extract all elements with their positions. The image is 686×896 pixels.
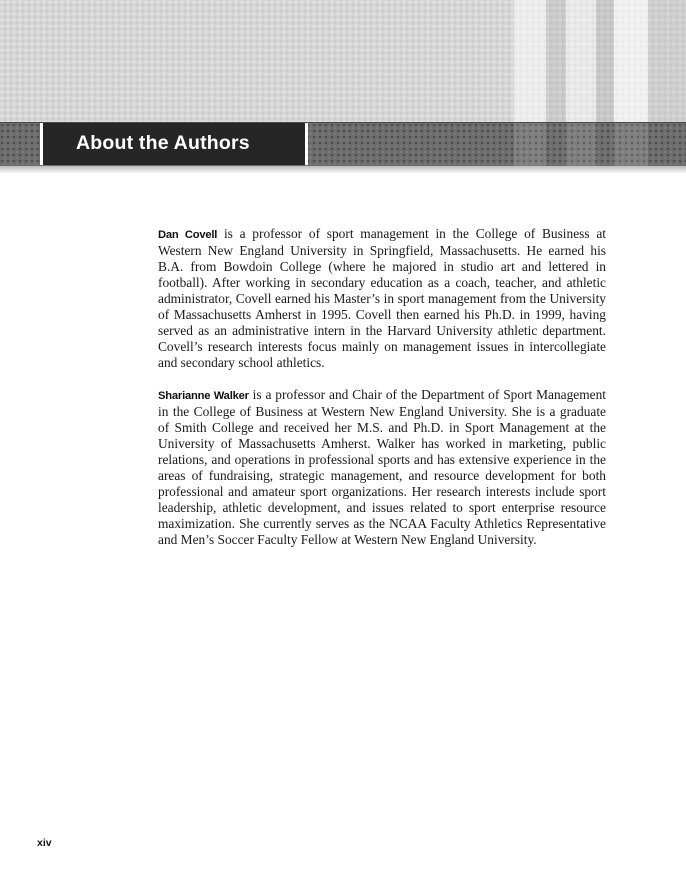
page-number: xiv [37, 837, 52, 849]
header-stripe [596, 0, 614, 122]
author-bio-text: is a professor and Chair of the Department of Sport Management in the College of Business at Western New England University. She is a graduate of Smith College and received her M.S. and Ph.D. in Sport Management at the University of Massachusetts Amherst. Walker has worked in marketing, public relations, and operations in professional sports and has extensive experience in the areas of fundraising, strategic management, and resource development for both professional and amateur sport organizations. Her research interests include sport leadership, athletic development, and issues related to sport enterprise resource maximization. She currently serves as the NCAA Faculty Athletics Representative and Men’s Soccer Faculty Fellow at Western New England University. [158, 387, 607, 547]
author-bio [158, 387, 606, 548]
author-name: Dan Covell [158, 229, 218, 241]
header-background [0, 0, 686, 122]
author-bio-text: is a professor of sport management in the College of Business at Western New England University in Springfield, Massachusetts. He earned his B.A. from Bowdoin College (where he majored in studio art and lettered in football). After working in secondary education as a coach, teacher, and athletic administrator, Covell earned his Master’s in sport management from the University of Massachusetts Amherst in 1995. Covell then earned his Ph.D. in 1999, having served as an administrative intern in the Harvard University athletic department. Covell’s research interests focus mainly on management issues in intercollegiate and secondary school athletics. [158, 226, 606, 370]
band-shadow [0, 166, 686, 174]
band-stripe [566, 123, 596, 167]
header-stripe [648, 0, 686, 122]
header-stripe [514, 0, 546, 122]
header-stripe [614, 0, 648, 122]
author-bios [158, 226, 606, 564]
page-title: About the Authors [76, 132, 250, 154]
band-stripe [614, 123, 648, 167]
author-name: Sharianne Walker [158, 390, 249, 402]
page-title-box [40, 123, 308, 165]
header-stripe [566, 0, 596, 122]
header-stripe [546, 0, 566, 122]
band-stripe [514, 123, 546, 167]
author-bio [158, 226, 606, 371]
